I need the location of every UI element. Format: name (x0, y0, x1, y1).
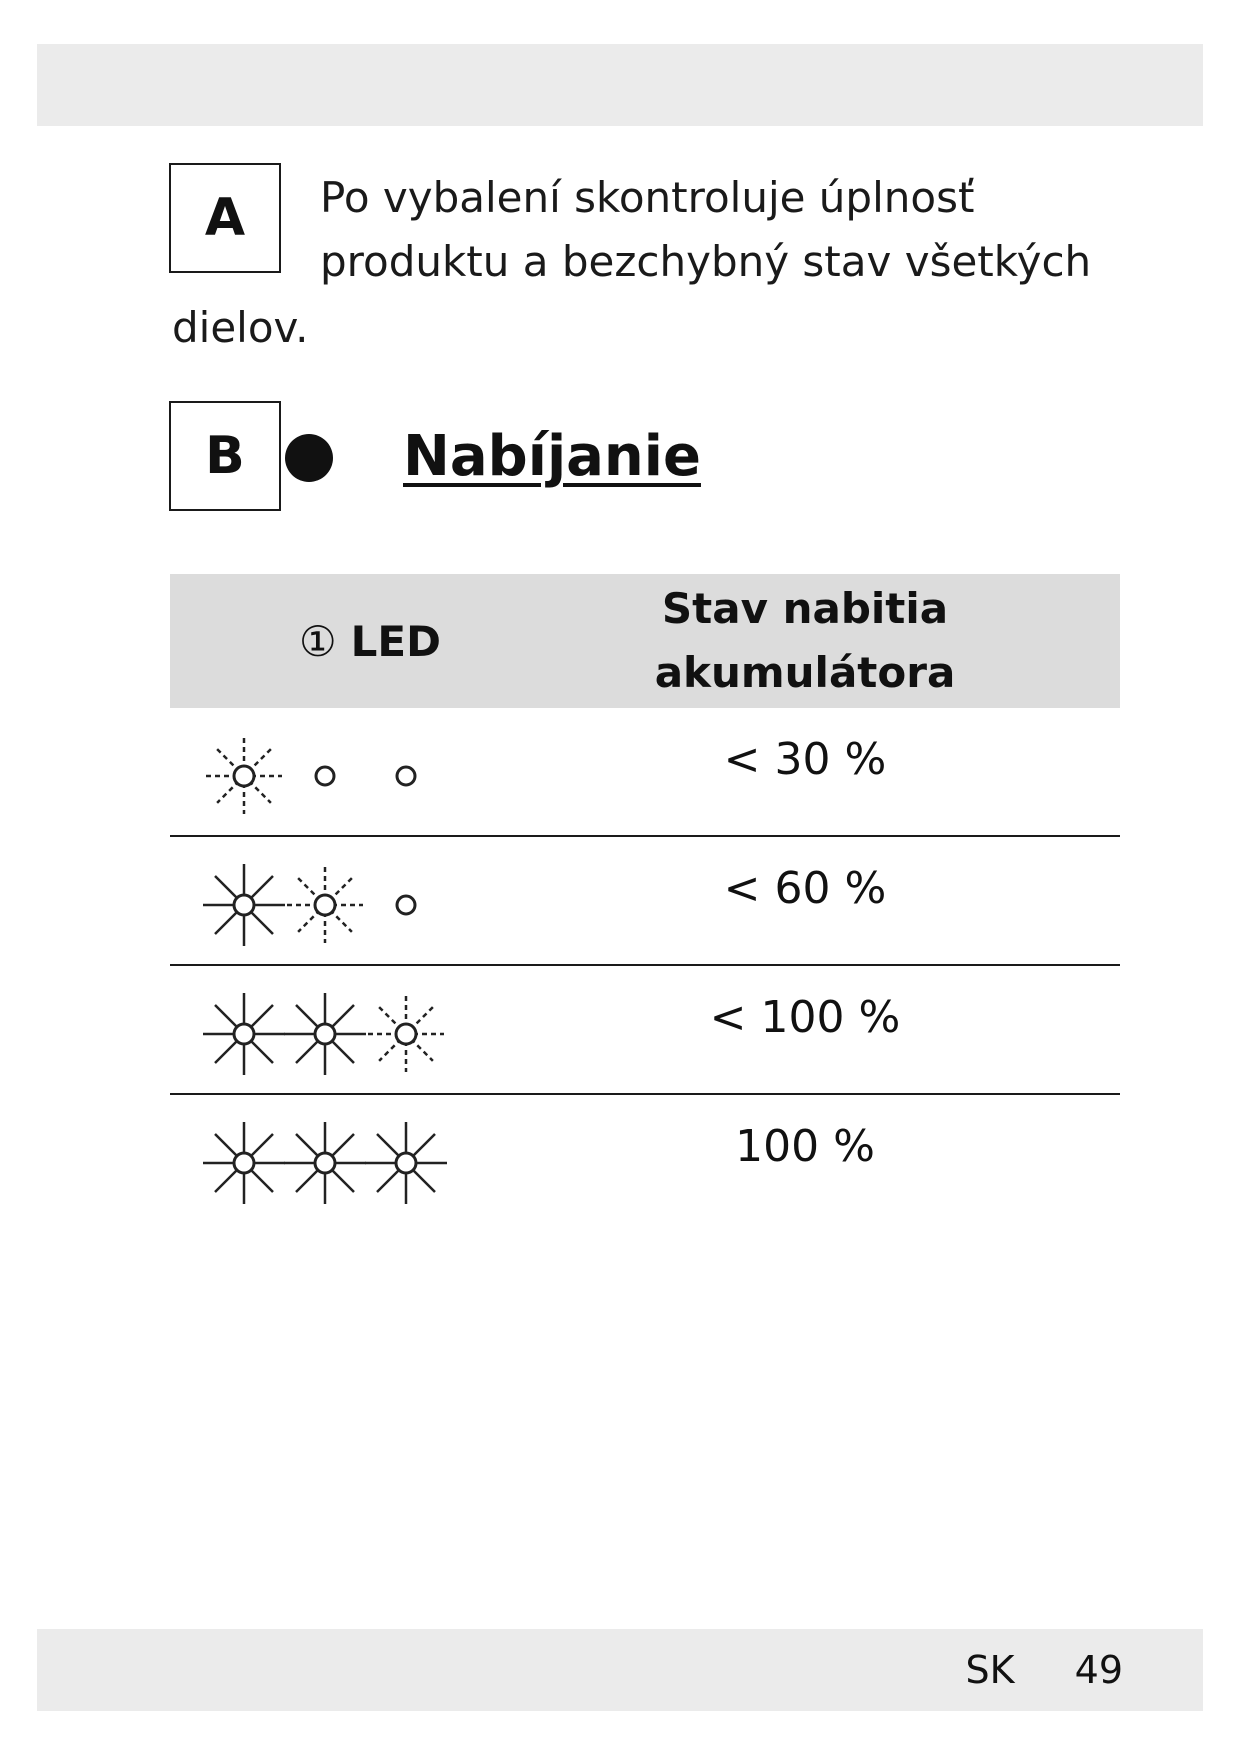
table-row (170, 837, 1120, 966)
led-status-table (170, 574, 1120, 1222)
header-status-line-1: Stav nabitia (661, 584, 949, 633)
led-indicators (200, 988, 460, 1080)
led-off-icon (316, 767, 334, 785)
led-indicators (200, 730, 460, 822)
page-footer (966, 1644, 1124, 1696)
led-ref-number: ① (299, 616, 337, 666)
led-blinking-icon (206, 738, 282, 814)
intro-line-1: Po vybalení skontroluje úplnosť (320, 173, 975, 222)
footer-language: SK (965, 1648, 1015, 1692)
intro-line-2: produktu a bezchybný stav všetkých (320, 237, 1092, 286)
led-on-icon (203, 993, 285, 1075)
header-status (630, 574, 980, 708)
intro-line-3: dielov. (172, 303, 309, 352)
charge-status: 100 % (735, 1121, 875, 1172)
header-band (37, 44, 1203, 126)
header-led (170, 574, 570, 708)
step-b-box (169, 401, 281, 511)
led-on-icon (365, 1122, 447, 1204)
step-a-label: A (204, 188, 246, 248)
charge-status: < 60 % (723, 863, 887, 914)
header-led-label: LED (350, 616, 441, 666)
table-header (170, 574, 1120, 708)
table-row (170, 708, 1120, 837)
charge-status: < 100 % (709, 992, 901, 1043)
led-off-icon (397, 896, 415, 914)
led-off-icon (397, 767, 415, 785)
table-row (170, 966, 1120, 1095)
charge-status: < 30 % (723, 734, 887, 785)
led-on-icon (284, 993, 366, 1075)
step-b-label: B (205, 426, 245, 486)
table-row (170, 1095, 1120, 1222)
led-on-icon (203, 864, 285, 946)
step-a-box (169, 163, 281, 273)
led-on-icon (284, 1122, 366, 1204)
bullet-icon (285, 434, 333, 482)
led-blinking-icon (368, 996, 444, 1072)
page-number: 49 (1074, 1648, 1123, 1692)
led-indicators (200, 859, 460, 951)
section-title: Nabíjanie (403, 424, 701, 489)
led-blinking-icon (287, 867, 363, 943)
led-indicators (200, 1117, 460, 1209)
led-on-icon (203, 1122, 285, 1204)
header-status-line-2: akumulátora (654, 648, 956, 697)
